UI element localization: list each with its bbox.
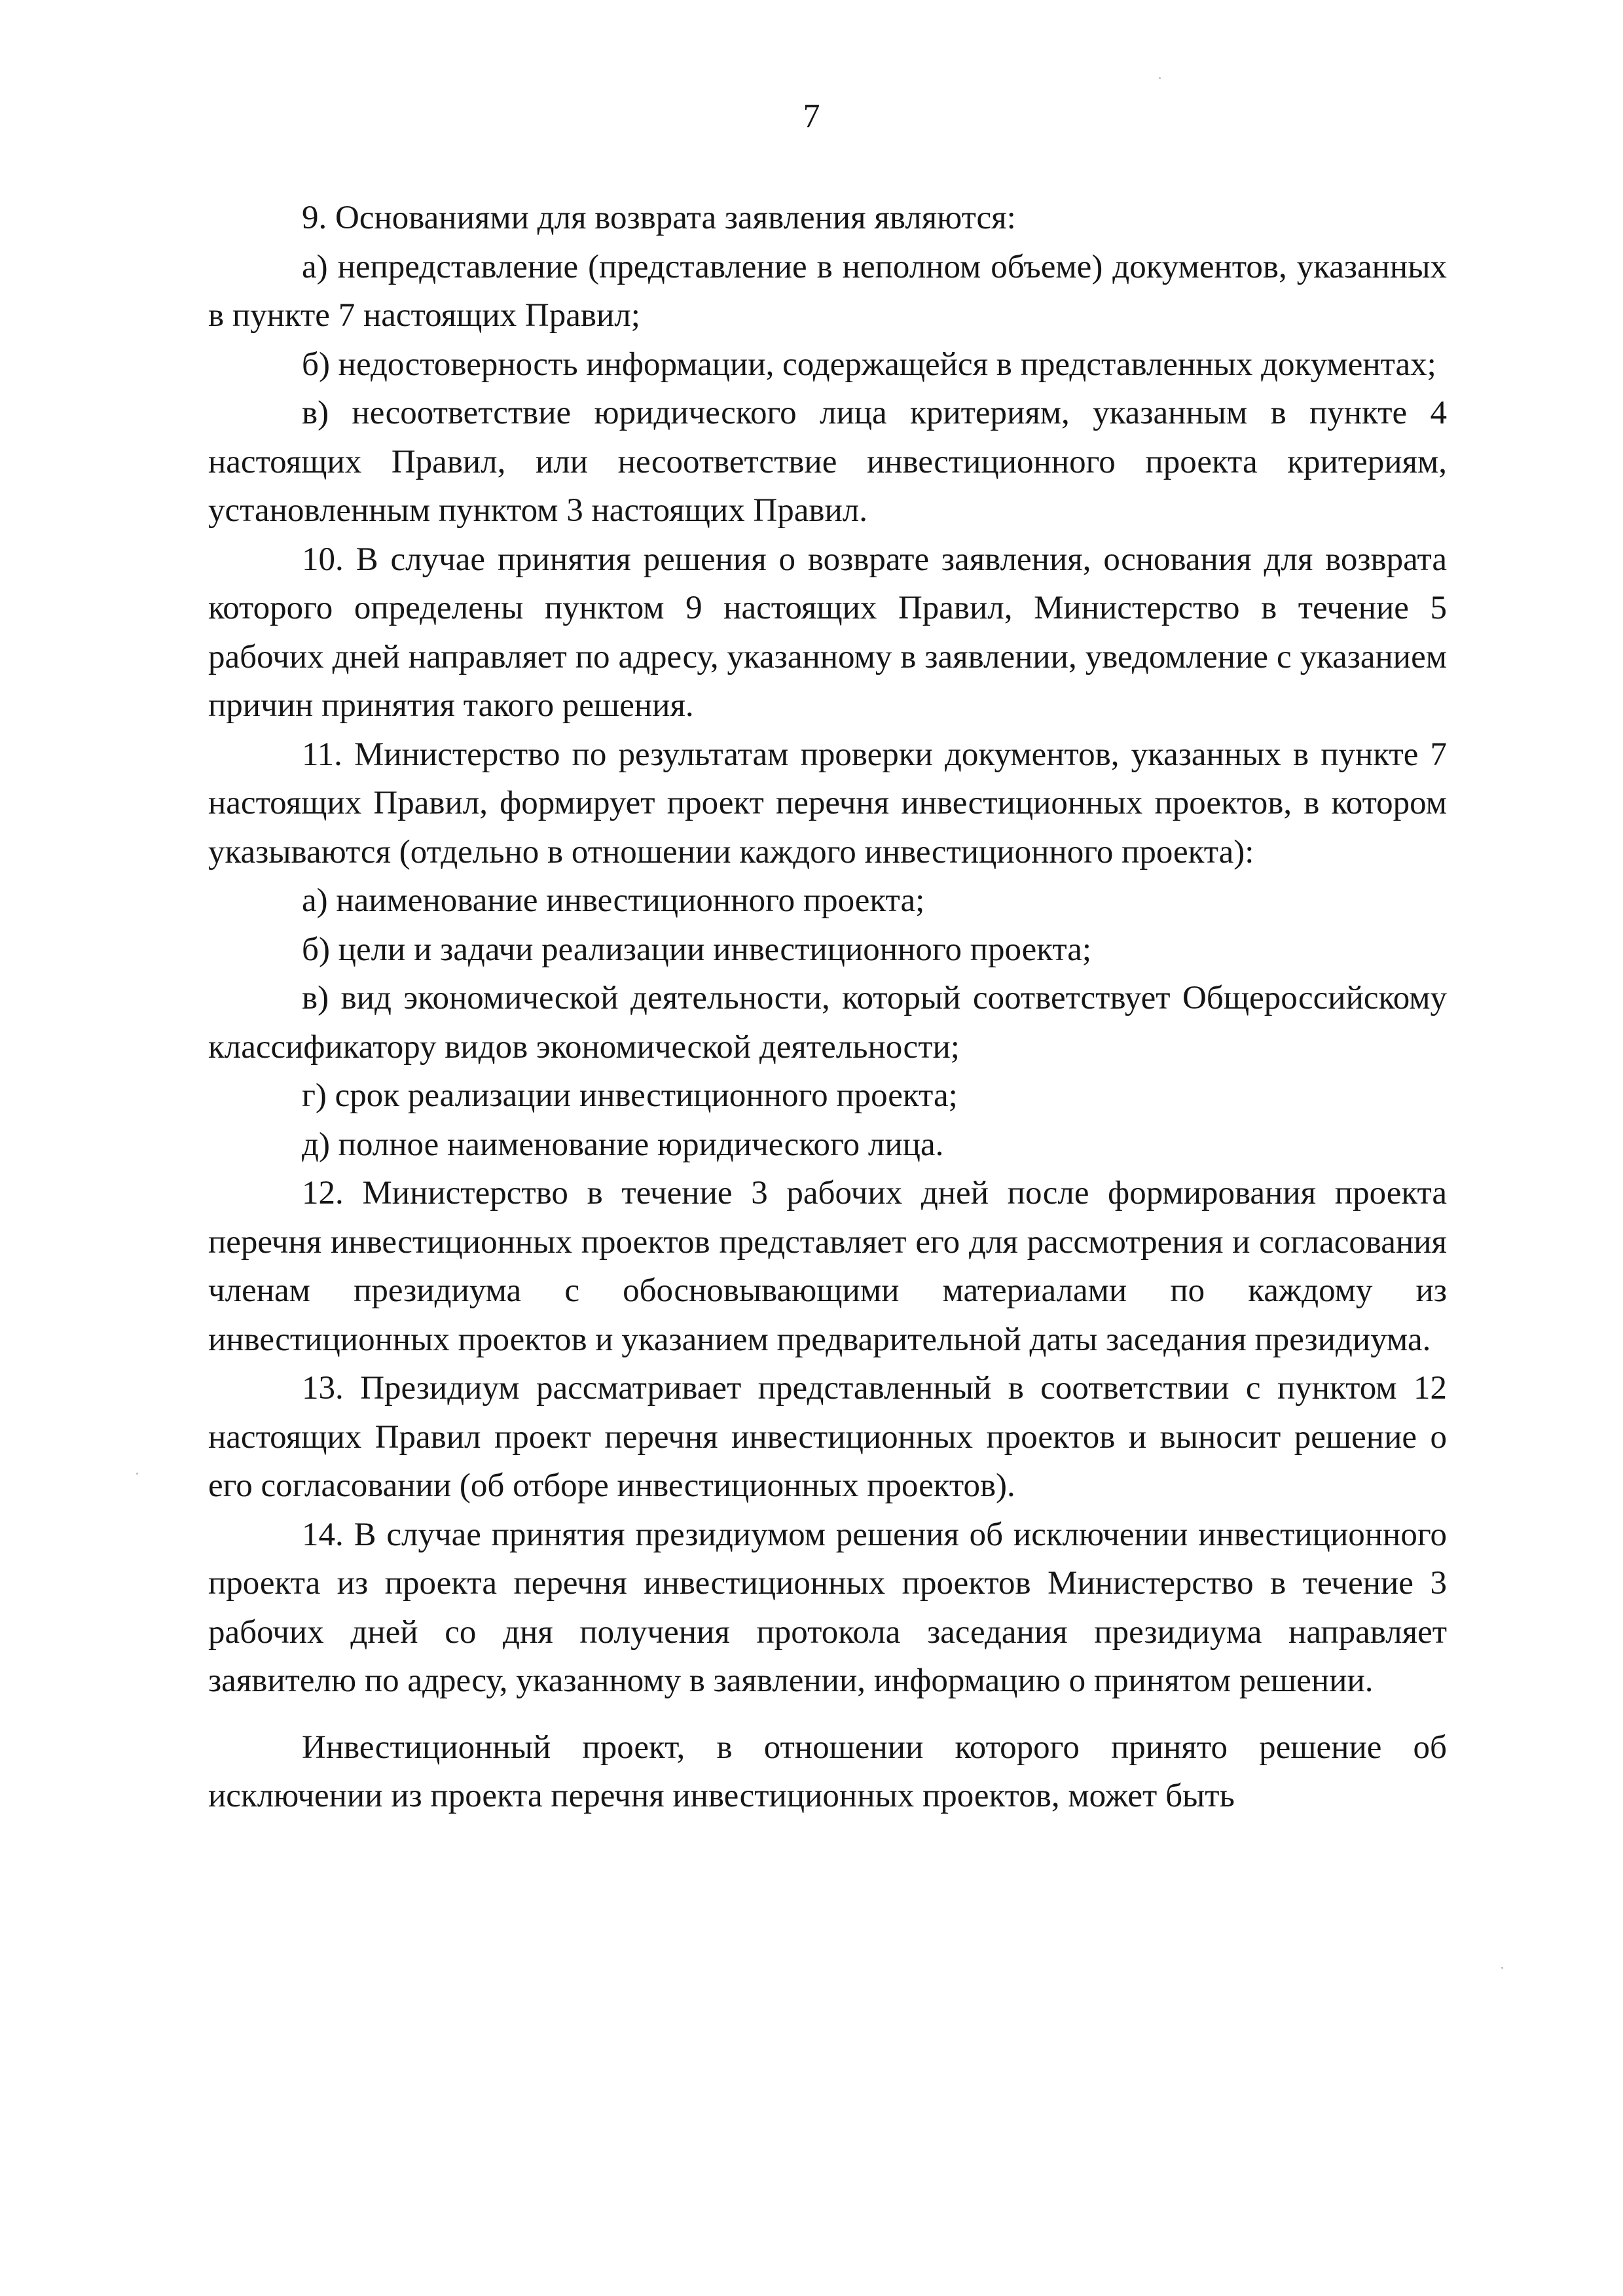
paragraph-9-item-v: в) несоответствие юридического лица критериям, указанным в пункте 4 настоящих Правил, или несоответствие инвестиционного проекта критериям, установленным пунктом 3 настоящих Правил.	[208, 395, 1447, 529]
paragraph-12: 12. Министерство в течение 3 рабочих дней после формирования проекта перечня инвестиционных проектов представляет его для рассмотрения и согласования членам президиума с обосновывающими материалами по каждому из инвестиционных проектов и указанием предварительной даты заседания президиума.	[208, 1175, 1447, 1358]
paragraph-11-item-g: г) срок реализации инвестиционного проекта;	[302, 1077, 958, 1114]
paragraph-10: 10. В случае принятия решения о возврате заявления, основания для возврата которого определены пунктом 9 настоящих Правил, Министерство в течение 5 рабочих дней направляет по адресу, указанному в заявлении, уведомление с указанием причин принятия такого решения.	[208, 541, 1447, 724]
paragraph-11-item-a: а) наименование инвестиционного проекта;	[302, 882, 925, 919]
paragraph-14-continuation: Инвестиционный проект, в отношении которого принято решение об исключении из проекта перечня инвестиционных проектов, может быть	[208, 1729, 1447, 1814]
scan-speck	[1501, 1967, 1503, 1969]
page-number: 7	[803, 98, 820, 135]
paragraph-14: 14. В случае принятия президиумом решения об исключении инвестиционного проекта из проекта перечня инвестиционных проектов Министерство в течение 3 рабочих дней со дня получения протокола заседания президиума направляет заявителю по адресу, указанному в заявлении, информацию о принятом решении.	[208, 1516, 1447, 1699]
scan-speck	[136, 1473, 138, 1475]
document-body	[208, 194, 1447, 1821]
scan-speck	[1159, 77, 1161, 79]
paragraph-13: 13. Президиум рассматривает представленный в соответствии с пунктом 12 настоящих Правил проект перечня инвестиционных проектов и выносит решение о его согласовании (об отборе инвестиционных проектов).	[208, 1370, 1447, 1504]
paragraph-11-item-v: в) вид экономической деятельности, который соответствует Общероссийскому классификатору видов экономической деятельности;	[208, 980, 1447, 1066]
paragraph-9-item-a: а) непредставление (представление в неполном объеме) документов, указанных в пункте 7 настоящих Правил;	[208, 248, 1447, 334]
paragraph-9-item-b: б) недостоверность информации, содержащейся в представленных документах;	[302, 346, 1436, 383]
paragraph-11-item-b: б) цели и задачи реализации инвестиционного проекта;	[302, 931, 1092, 968]
paragraph-11: 11. Министерство по результатам проверки документов, указанных в пункте 7 настоящих Правил, формирует проект перечня инвестиционных проектов, в котором указываются (отдельно в отношении каждого инвестиционного проекта):	[208, 736, 1447, 870]
paragraph-11-item-d: д) полное наименование юридического лица.	[302, 1126, 944, 1163]
paragraph-9-header: 9. Основаниями для возврата заявления являются:	[302, 200, 1016, 236]
